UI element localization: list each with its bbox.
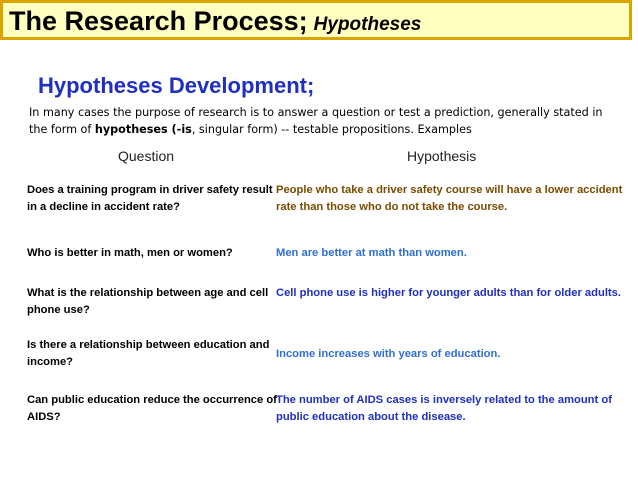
intro-paragraph xyxy=(29,104,619,138)
hypothesis-3: Cell phone use is higher for younger adults than for older adults. xyxy=(276,287,621,299)
intro-text-1: In many cases the purpose of research is to answer a question or test a prediction, generally stated in the form of xyxy=(29,106,603,136)
title-bar xyxy=(0,0,632,40)
hypothesis-4: Income increases with years of education. xyxy=(276,348,501,360)
hypothesis-column-header: Hypothesis xyxy=(407,148,477,164)
question-5: Can public education reduce the occurrence of AIDS? xyxy=(27,394,277,423)
hypothesis-5: The number of AIDS cases is inversely related to the amount of public education about the disease. xyxy=(276,394,612,423)
question-1: Does a training program in driver safety result in a decline in accident rate? xyxy=(27,184,273,213)
slide-title-sub: Hypotheses xyxy=(313,14,422,35)
question-column-header: Question xyxy=(118,148,175,164)
intro-text-2: , singular form) -- testable propositions. Examples xyxy=(191,123,472,136)
question-2: Who is better in math, men or women? xyxy=(27,247,233,259)
slide-title-main: The Research Process; xyxy=(9,6,308,36)
section-subtitle: Hypotheses Development; xyxy=(38,73,315,98)
slide-title xyxy=(9,6,421,37)
question-3: What is the relationship between age and cell phone use? xyxy=(27,287,269,316)
hypothesis-2: Men are better at math than women. xyxy=(276,247,467,259)
question-4: Is there a relationship between education and income? xyxy=(27,339,270,368)
intro-bold-term: hypotheses (-is xyxy=(94,123,192,136)
hypothesis-1: People who take a driver safety course will have a lower accident rate than those who do not take the course. xyxy=(276,184,623,213)
